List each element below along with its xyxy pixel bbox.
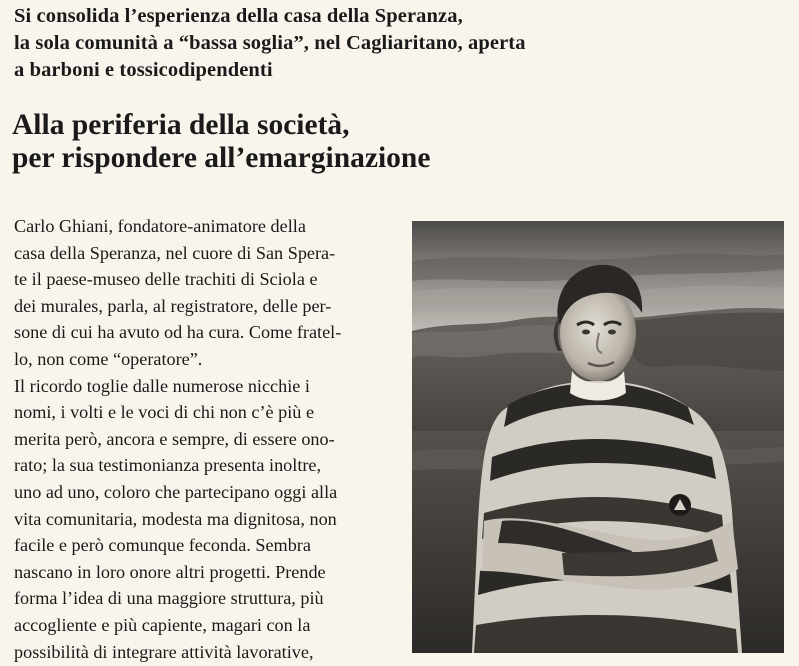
- kicker-line: la sola comunità a “bassa soglia”, nel Cagliaritano, aperta: [14, 32, 526, 54]
- article-body: [14, 213, 394, 665]
- body-line: sone di cui ha avuto od ha cura. Come fratel-: [14, 322, 342, 343]
- body-line: vita comunitaria, modesta ma dignitosa, non: [14, 508, 337, 529]
- body-line: nomi, i volti e le voci di chi non c’è più e: [14, 402, 315, 423]
- body-line: dei murales, parla, al registratore, delle per-: [14, 295, 332, 316]
- kicker-line: Si consolida l’esperienza della casa della Speranza,: [14, 5, 463, 27]
- article-headline: [12, 109, 792, 175]
- body-line: facile e però comunque feconda. Sembra: [14, 535, 311, 556]
- portrait-photo: [412, 221, 784, 653]
- kicker-line: a barboni e tossicodipendenti: [14, 59, 273, 81]
- body-line: casa della Speranza, nel cuore di San Spera-: [14, 242, 336, 263]
- headline-line: per rispondere all’emarginazione: [12, 142, 431, 174]
- body-line: rato; la sua testimonianza presenta inoltre,: [14, 455, 322, 476]
- body-line: accogliente e più capiente, magari con la: [14, 614, 311, 635]
- body-line: forma l’idea di una maggiore struttura, più: [14, 588, 324, 609]
- body-line: Il ricordo toglie dalle numerose nicchie i: [14, 375, 310, 396]
- body-line: lo, non come “operatore”.: [14, 348, 203, 369]
- body-line: uno ad uno, coloro che partecipano oggi alla: [14, 481, 338, 502]
- headline-line: Alla periferia della società,: [12, 109, 350, 141]
- body-line: Carlo Ghiani, fondatore-animatore della: [14, 216, 306, 236]
- portrait-photo-illustration: [412, 221, 784, 653]
- body-line: te il paese-museo delle trachiti di Sciola e: [14, 269, 318, 290]
- body-line: possibilità di integrare attività lavorative,: [14, 641, 314, 662]
- striped-sweater: [472, 381, 742, 653]
- body-line: merita però, ancora e sempre, di essere ono-: [14, 428, 335, 449]
- article-kicker: [14, 3, 794, 84]
- body-line: nascano in loro onore altri progetti. Prende: [14, 561, 326, 582]
